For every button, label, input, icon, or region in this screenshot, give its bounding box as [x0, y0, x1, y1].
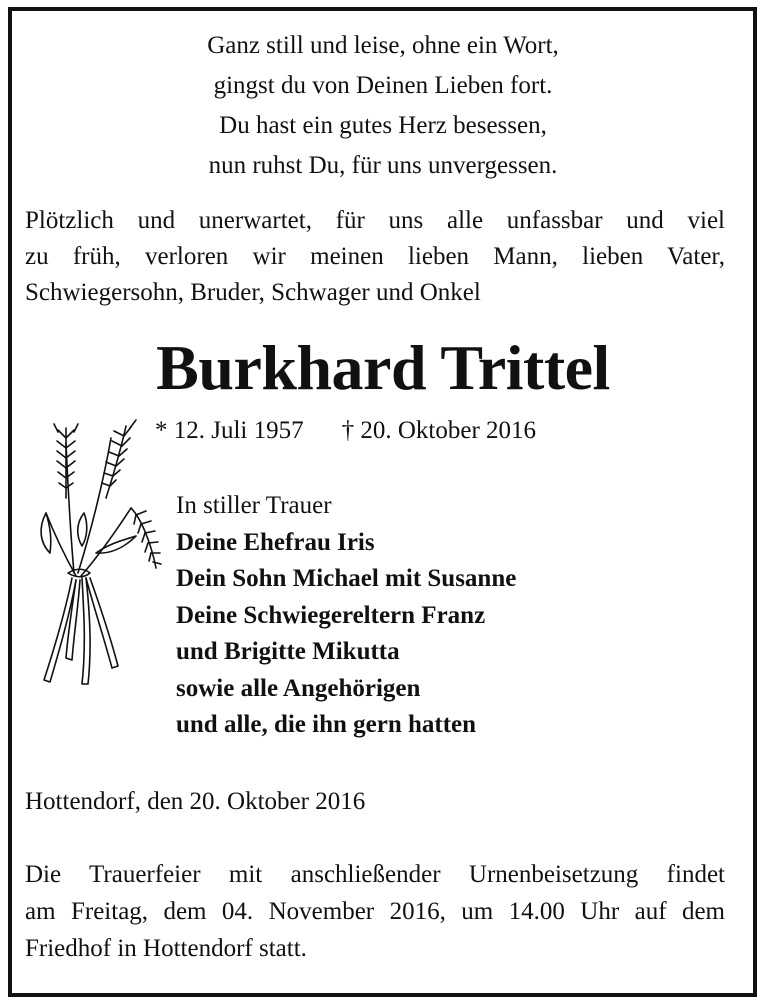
intro-text	[25, 203, 725, 311]
mourners-heading: In stiller Trauer	[176, 492, 332, 519]
mourner-line: sowie alle Angehörigen	[176, 674, 421, 702]
life-dates	[155, 413, 536, 449]
place-date: Hottendorf, den 20. Oktober 2016	[25, 788, 366, 815]
intro-line: Schwiegersohn, Bruder, Schwager und Onkel	[25, 279, 481, 306]
ceremony-line: Friedhof in Hottendorf statt.	[25, 935, 307, 962]
death-date: † 20. Oktober 2016	[341, 417, 537, 444]
poem-line: gingst du von Deinen Lieben fort.	[213, 72, 553, 99]
poem	[0, 26, 766, 186]
mourner-line: und Brigitte Mikutta	[176, 638, 400, 665]
wheat-icon	[26, 418, 166, 688]
poem-line: Du hast ein gutes Herz besessen,	[219, 112, 547, 139]
birth-date: * 12. Juli 1957	[155, 417, 304, 444]
wheat-head	[54, 424, 78, 498]
intro-line: Plötzlich und unerwartet, für uns alle unfassbar und viel	[25, 207, 725, 234]
deceased-name: Burkhard Trittel	[156, 332, 610, 403]
intro-line: zu früh, verloren wir meinen lieben Mann, lieben Vater,	[25, 243, 725, 270]
mourners-block	[176, 488, 516, 744]
ceremony-notice	[25, 856, 725, 967]
poem-line: nun ruhst Du, für uns unvergessen.	[208, 152, 558, 179]
mourner-line: Deine Schwiegereltern Franz	[176, 601, 486, 629]
mourner-line: Dein Sohn Michael mit Susanne	[176, 565, 517, 592]
ceremony-line: am Freitag, dem 04. November 2016, um 14.00 Uhr auf dem	[25, 898, 725, 925]
wheat-head	[131, 508, 161, 568]
mourner-line: und alle, die ihn gern hatten	[176, 711, 477, 738]
ceremony-line: Die Trauerfeier mit anschließender Urnenbeisetzung findet	[25, 861, 725, 888]
mourner-line: Deine Ehefrau Iris	[176, 528, 375, 556]
poem-line: Ganz still und leise, ohne ein Wort,	[207, 32, 559, 59]
